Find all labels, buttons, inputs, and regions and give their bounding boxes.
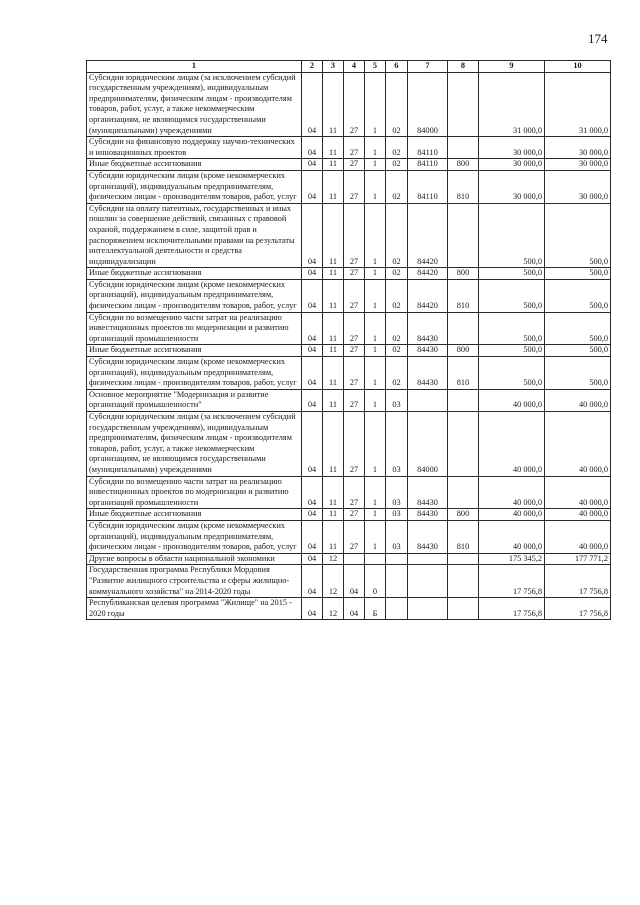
subprogram-cell: 1 xyxy=(365,476,386,509)
subsection-cell: 12 xyxy=(323,553,344,565)
expense-type-cell xyxy=(448,72,479,137)
direction-cell: 84430 xyxy=(408,509,448,521)
amount-year2-cell: 500,0 xyxy=(545,312,611,345)
direction-cell: 84430 xyxy=(408,312,448,345)
expense-type-cell: 800 xyxy=(448,159,479,171)
expense-type-cell xyxy=(448,565,479,598)
amount-year1-cell: 17 756,8 xyxy=(479,598,545,620)
subprogram-cell: 1 xyxy=(365,137,386,159)
subsection-cell: 11 xyxy=(323,268,344,280)
amount-year1-cell: 40 000,0 xyxy=(479,520,545,553)
program-cell: 27 xyxy=(344,170,365,203)
amount-year1-cell: 500,0 xyxy=(479,345,545,357)
column-header: 4 xyxy=(344,61,365,73)
direction-cell: 84110 xyxy=(408,170,448,203)
table-row xyxy=(87,345,611,357)
column-header: 9 xyxy=(479,61,545,73)
subsection-cell: 11 xyxy=(323,389,344,411)
direction-cell xyxy=(408,598,448,620)
expense-type-cell xyxy=(448,203,479,268)
expense-type-cell xyxy=(448,412,479,477)
subprogram-cell: 1 xyxy=(365,345,386,357)
row-name-cell: Субсидии юридическим лицам (за исключением субсидий государственным учреждениям), индивидуальным предпринимателям, физическим лицам - производителям товаров, работ, услуг, а также некоммерческим организациям, не являющимся государственными (муниципальными) учреждениями xyxy=(87,412,302,477)
amount-year2-cell: 500,0 xyxy=(545,268,611,280)
direction-cell: 84430 xyxy=(408,357,448,390)
row-name-cell: Республиканская целевая программа "Жилище" на 2015 - 2020 годы xyxy=(87,598,302,620)
subsection-cell: 12 xyxy=(323,565,344,598)
table-row xyxy=(87,357,611,390)
program-cell: 27 xyxy=(344,509,365,521)
row-name-cell: Иные бюджетные ассигнования xyxy=(87,345,302,357)
program-cell: 27 xyxy=(344,357,365,390)
table-row xyxy=(87,509,611,521)
section-cell: 04 xyxy=(302,509,323,521)
amount-year2-cell: 500,0 xyxy=(545,203,611,268)
program-cell xyxy=(344,553,365,565)
amount-year2-cell: 30 000,0 xyxy=(545,159,611,171)
subsection-cell: 11 xyxy=(323,72,344,137)
direction-cell: 84420 xyxy=(408,279,448,312)
budget-table xyxy=(86,60,611,620)
table-row xyxy=(87,312,611,345)
event-cell: 02 xyxy=(386,137,408,159)
event-cell xyxy=(386,565,408,598)
row-name-cell: Субсидии юридическим лицам (кроме некоммерческих организаций), индивидуальным предпринимателям, физическим лицам - производителям товаров, работ, услуг xyxy=(87,170,302,203)
row-name-cell: Субсидии на финансовую поддержку научно-технических и инновационных проектов xyxy=(87,137,302,159)
subprogram-cell: 1 xyxy=(365,357,386,390)
event-cell: 02 xyxy=(386,357,408,390)
amount-year1-cell: 500,0 xyxy=(479,279,545,312)
program-cell: 27 xyxy=(344,520,365,553)
amount-year2-cell: 17 756,8 xyxy=(545,598,611,620)
direction-cell: 84110 xyxy=(408,137,448,159)
table-row xyxy=(87,159,611,171)
subprogram-cell: 1 xyxy=(365,170,386,203)
section-cell: 04 xyxy=(302,312,323,345)
event-cell: 02 xyxy=(386,159,408,171)
expense-type-cell: 800 xyxy=(448,509,479,521)
column-header: 3 xyxy=(323,61,344,73)
direction-cell xyxy=(408,553,448,565)
program-cell: 27 xyxy=(344,137,365,159)
program-cell: 04 xyxy=(344,565,365,598)
expense-type-cell: 810 xyxy=(448,279,479,312)
amount-year1-cell: 30 000,0 xyxy=(479,159,545,171)
direction-cell: 84420 xyxy=(408,203,448,268)
subsection-cell: 11 xyxy=(323,412,344,477)
section-cell: 04 xyxy=(302,357,323,390)
subsection-cell: 11 xyxy=(323,345,344,357)
amount-year1-cell: 31 000,0 xyxy=(479,72,545,137)
event-cell xyxy=(386,553,408,565)
table-row xyxy=(87,170,611,203)
amount-year1-cell: 40 000,0 xyxy=(479,476,545,509)
amount-year2-cell: 40 000,0 xyxy=(545,389,611,411)
expense-type-cell: 810 xyxy=(448,520,479,553)
amount-year1-cell: 500,0 xyxy=(479,312,545,345)
amount-year1-cell: 500,0 xyxy=(479,268,545,280)
subsection-cell: 11 xyxy=(323,520,344,553)
direction-cell: 84000 xyxy=(408,72,448,137)
amount-year2-cell: 17 756,8 xyxy=(545,565,611,598)
amount-year1-cell: 40 000,0 xyxy=(479,509,545,521)
amount-year2-cell: 500,0 xyxy=(545,357,611,390)
subprogram-cell: 1 xyxy=(365,412,386,477)
event-cell: 03 xyxy=(386,520,408,553)
column-header: 7 xyxy=(408,61,448,73)
table-header-row xyxy=(87,61,611,73)
table-row xyxy=(87,565,611,598)
amount-year2-cell: 31 000,0 xyxy=(545,72,611,137)
expense-type-cell xyxy=(448,598,479,620)
amount-year2-cell: 40 000,0 xyxy=(545,520,611,553)
subprogram-cell: 1 xyxy=(365,312,386,345)
column-header: 8 xyxy=(448,61,479,73)
row-name-cell: Субсидии по возмещению части затрат на реализацию инвестиционных проектов по модернизации и развитию организаций промышленности xyxy=(87,312,302,345)
direction-cell xyxy=(408,565,448,598)
section-cell: 04 xyxy=(302,159,323,171)
program-cell: 27 xyxy=(344,476,365,509)
subsection-cell: 11 xyxy=(323,159,344,171)
subsection-cell: 12 xyxy=(323,598,344,620)
subprogram-cell: 1 xyxy=(365,72,386,137)
event-cell: 03 xyxy=(386,509,408,521)
program-cell: 27 xyxy=(344,279,365,312)
amount-year2-cell: 500,0 xyxy=(545,345,611,357)
subprogram-cell: 1 xyxy=(365,268,386,280)
subsection-cell: 11 xyxy=(323,476,344,509)
row-name-cell: Иные бюджетные ассигнования xyxy=(87,268,302,280)
program-cell: 27 xyxy=(344,412,365,477)
subprogram-cell: 1 xyxy=(365,520,386,553)
direction-cell: 84000 xyxy=(408,412,448,477)
section-cell: 04 xyxy=(302,389,323,411)
expense-type-cell xyxy=(448,137,479,159)
table-row xyxy=(87,137,611,159)
section-cell: 04 xyxy=(302,553,323,565)
amount-year1-cell: 500,0 xyxy=(479,357,545,390)
subprogram-cell: 1 xyxy=(365,389,386,411)
subsection-cell: 11 xyxy=(323,203,344,268)
column-header: 1 xyxy=(87,61,302,73)
amount-year2-cell: 40 000,0 xyxy=(545,509,611,521)
amount-year1-cell: 175 345,2 xyxy=(479,553,545,565)
event-cell xyxy=(386,598,408,620)
amount-year1-cell: 500,0 xyxy=(479,203,545,268)
amount-year1-cell: 30 000,0 xyxy=(479,137,545,159)
event-cell: 02 xyxy=(386,268,408,280)
program-cell: 27 xyxy=(344,159,365,171)
section-cell: 04 xyxy=(302,268,323,280)
expense-type-cell: 800 xyxy=(448,345,479,357)
event-cell: 02 xyxy=(386,312,408,345)
direction-cell: 84430 xyxy=(408,345,448,357)
section-cell: 04 xyxy=(302,72,323,137)
program-cell: 27 xyxy=(344,345,365,357)
amount-year1-cell: 40 000,0 xyxy=(479,389,545,411)
subsection-cell: 11 xyxy=(323,170,344,203)
table-row xyxy=(87,553,611,565)
row-name-cell: Иные бюджетные ассигнования xyxy=(87,509,302,521)
subprogram-cell: 0 xyxy=(365,565,386,598)
amount-year2-cell: 177 771,2 xyxy=(545,553,611,565)
amount-year2-cell: 40 000,0 xyxy=(545,412,611,477)
section-cell: 04 xyxy=(302,565,323,598)
section-cell: 04 xyxy=(302,345,323,357)
direction-cell xyxy=(408,389,448,411)
event-cell: 03 xyxy=(386,476,408,509)
table-row xyxy=(87,203,611,268)
row-name-cell: Субсидии юридическим лицам (кроме некоммерческих организаций), индивидуальным предпринимателям, физическим лицам - производителям товаров, работ, услуг xyxy=(87,279,302,312)
section-cell: 04 xyxy=(302,203,323,268)
subsection-cell: 11 xyxy=(323,357,344,390)
expense-type-cell: 800 xyxy=(448,268,479,280)
row-name-cell: Субсидии по возмещению части затрат на реализацию инвестиционных проектов по модернизации и развитию организаций промышленности xyxy=(87,476,302,509)
event-cell: 02 xyxy=(386,170,408,203)
event-cell: 02 xyxy=(386,203,408,268)
subsection-cell: 11 xyxy=(323,509,344,521)
amount-year1-cell: 40 000,0 xyxy=(479,412,545,477)
table-row xyxy=(87,412,611,477)
row-name-cell: Иные бюджетные ассигнования xyxy=(87,159,302,171)
expense-type-cell xyxy=(448,553,479,565)
column-header: 5 xyxy=(365,61,386,73)
amount-year2-cell: 500,0 xyxy=(545,279,611,312)
table-body xyxy=(87,72,611,620)
direction-cell: 84110 xyxy=(408,159,448,171)
expense-type-cell xyxy=(448,389,479,411)
row-name-cell: Субсидии юридическим лицам (кроме некоммерческих организаций), индивидуальным предпринимателям, физическим лицам - производителям товаров, работ, услуг xyxy=(87,520,302,553)
row-name-cell: Субсидии на оплату патентных, государственных и иных пошлин за совершение действий, связанных с правовой охраной, поддержанием в силе, защитой прав и распоряжением исключительными правами на результаты интеллектуальной деятельности и средства индивидуализации xyxy=(87,203,302,268)
expense-type-cell: 810 xyxy=(448,357,479,390)
event-cell: 02 xyxy=(386,279,408,312)
amount-year1-cell: 17 756,8 xyxy=(479,565,545,598)
column-header: 6 xyxy=(386,61,408,73)
section-cell: 04 xyxy=(302,137,323,159)
table-row xyxy=(87,476,611,509)
event-cell: 03 xyxy=(386,389,408,411)
row-name-cell: Субсидии юридическим лицам (за исключением субсидий государственным учреждениям), индивидуальным предпринимателям, физическим лицам - производителям товаров, работ, услуг, а также некоммерческим организациям, не являющимся государственными (муниципальными) учреждениями xyxy=(87,72,302,137)
table-row xyxy=(87,598,611,620)
subsection-cell: 11 xyxy=(323,137,344,159)
event-cell: 03 xyxy=(386,412,408,477)
column-header: 10 xyxy=(545,61,611,73)
program-cell: 27 xyxy=(344,312,365,345)
table-row xyxy=(87,520,611,553)
row-name-cell: Основное мероприятие "Модернизация и развитие организаций промышленности" xyxy=(87,389,302,411)
program-cell: 27 xyxy=(344,72,365,137)
section-cell: 04 xyxy=(302,476,323,509)
row-name-cell: Другие вопросы в области национальной экономики xyxy=(87,553,302,565)
event-cell: 02 xyxy=(386,345,408,357)
direction-cell: 84430 xyxy=(408,476,448,509)
direction-cell: 84420 xyxy=(408,268,448,280)
program-cell: 27 xyxy=(344,203,365,268)
section-cell: 04 xyxy=(302,279,323,312)
column-header: 2 xyxy=(302,61,323,73)
page-number: 174 xyxy=(588,31,608,46)
program-cell: 27 xyxy=(344,268,365,280)
section-cell: 04 xyxy=(302,520,323,553)
table-row xyxy=(87,389,611,411)
event-cell: 02 xyxy=(386,72,408,137)
expense-type-cell: 810 xyxy=(448,170,479,203)
amount-year2-cell: 40 000,0 xyxy=(545,476,611,509)
section-cell: 04 xyxy=(302,598,323,620)
subsection-cell: 11 xyxy=(323,312,344,345)
amount-year2-cell: 30 000,0 xyxy=(545,137,611,159)
subprogram-cell: Б xyxy=(365,598,386,620)
program-cell: 04 xyxy=(344,598,365,620)
table-row xyxy=(87,268,611,280)
row-name-cell: Субсидии юридическим лицам (кроме некоммерческих организаций), индивидуальным предпринимателям, физическим лицам - производителям товаров, работ, услуг xyxy=(87,357,302,390)
subprogram-cell: 1 xyxy=(365,203,386,268)
table-row xyxy=(87,279,611,312)
expense-type-cell xyxy=(448,476,479,509)
program-cell: 27 xyxy=(344,389,365,411)
expense-type-cell xyxy=(448,312,479,345)
subprogram-cell xyxy=(365,553,386,565)
table-row xyxy=(87,72,611,137)
subprogram-cell: 1 xyxy=(365,159,386,171)
subprogram-cell: 1 xyxy=(365,279,386,312)
section-cell: 04 xyxy=(302,170,323,203)
amount-year2-cell: 30 000,0 xyxy=(545,170,611,203)
subprogram-cell: 1 xyxy=(365,509,386,521)
amount-year1-cell: 30 000,0 xyxy=(479,170,545,203)
row-name-cell: Государственная программа Республики Мордовия "Развитие жилищного строительства и сферы жилищно-коммунального хозяйства" на 2014-2020 годы xyxy=(87,565,302,598)
subsection-cell: 11 xyxy=(323,279,344,312)
section-cell: 04 xyxy=(302,412,323,477)
direction-cell: 84430 xyxy=(408,520,448,553)
